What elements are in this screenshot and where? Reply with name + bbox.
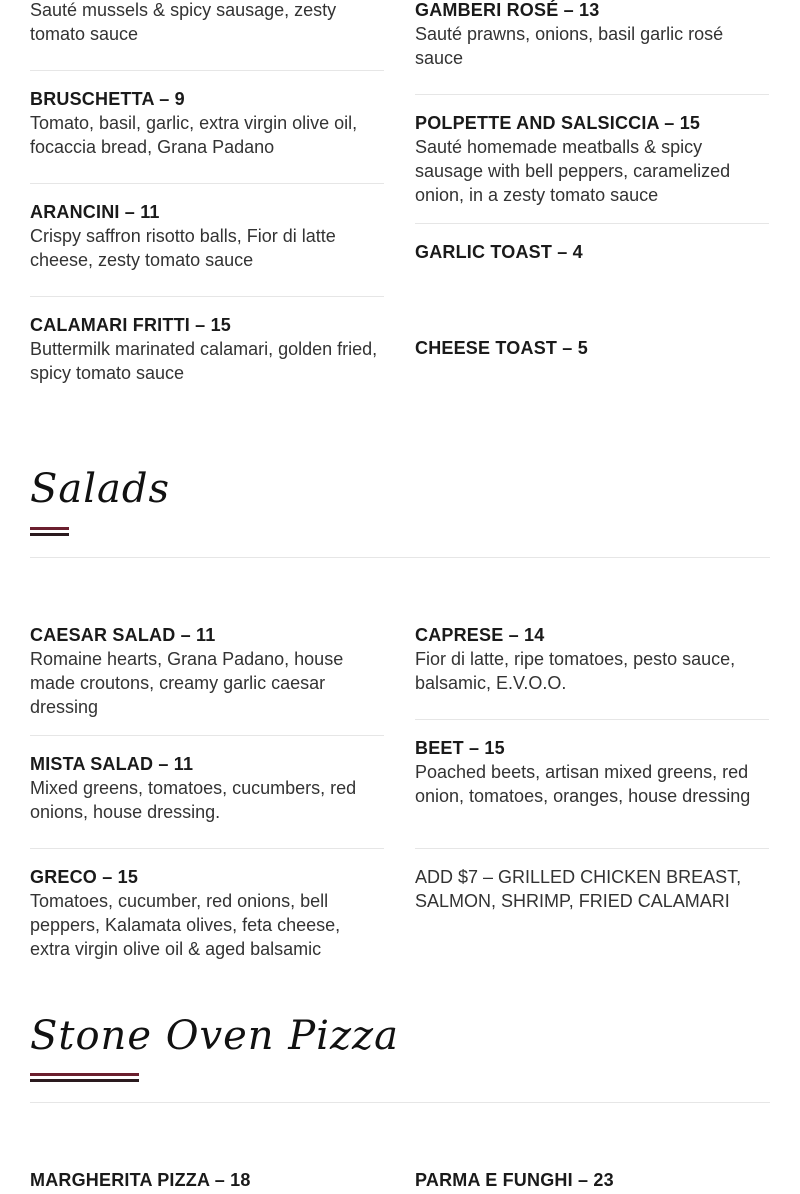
menu-item [415,623,769,695]
menu-item-name: POLPETTE AND SALSICCIA – 15 [415,113,701,133]
menu-item [30,87,384,159]
menu-item [415,0,769,70]
menu-item-description: Crispy saffron risotto balls, Fior di latte cheese, zesty tomato sauce [30,226,336,270]
menu-item [415,736,769,808]
item-divider [415,223,769,224]
menu-item-description: Poached beets, artisan mixed greens, red onion, tomatoes, oranges, house dressing [415,762,751,806]
menu-item-name: GAMBERI ROSÉ – 13 [415,0,600,20]
menu-item [30,752,384,824]
item-divider [415,848,769,849]
menu-item-name: CAESAR SALAD – 11 [30,625,216,645]
menu-item-name: GRECO – 15 [30,867,139,887]
menu-item-name: ARANCINI – 11 [30,202,160,222]
menu-item-name: CALAMARI FRITTI – 15 [30,315,232,335]
menu-item-description: Tomato, basil, garlic, extra virgin olive oil, focaccia bread, Grana Padano [30,113,358,157]
menu-item-name: BEET – 15 [415,738,505,758]
menu-item [30,0,384,46]
item-divider [415,719,769,720]
menu-item-name: CAPRESE – 14 [415,625,545,645]
menu-item-description: Tomatoes, cucumber, red onions, bell peppers, Kalamata olives, feta cheese, extra virgin olive oil & aged balsamic [30,891,341,959]
menu-item [415,1168,769,1192]
section-divider [30,1102,770,1103]
menu-item-name: CHEESE TOAST – 5 [415,338,588,358]
menu-item-description: Sauté homemade meatballs & spicy sausage with bell peppers, caramelized onion, in a zesty tomato sauce [415,137,731,205]
salad-addon-note: ADD $7 – GRILLED CHICKEN BREAST, SALMON, SHRIMP, FRIED CALAMARI [415,867,742,911]
menu-item [30,865,384,961]
menu-item [415,336,769,360]
menu-item-name: BRUSCHETTA – 9 [30,89,185,109]
section-divider [30,557,770,558]
menu-item-name: MISTA SALAD – 11 [30,754,194,774]
menu-item-description: Romaine hearts, Grana Padano, house made croutons, creamy garlic caesar dressing [30,649,344,717]
item-divider [30,70,384,71]
menu-item [30,623,384,719]
menu-item-description: Buttermilk marinated calamari, golden fried, spicy tomato sauce [30,339,378,383]
section-title-salads: Salads [30,466,171,512]
item-divider [30,296,384,297]
menu-item [415,111,769,207]
menu-item [415,240,769,264]
menu-item-name: GARLIC TOAST – 4 [415,242,583,262]
menu-item [30,1168,384,1192]
menu-item-description: Sauté mussels & spicy sausage, zesty tomato sauce [30,0,337,44]
item-divider [30,735,384,736]
section-title-pizza: Stone Oven Pizza [30,1013,399,1059]
menu-item-description: Sauté prawns, onions, basil garlic rosé sauce [415,24,724,68]
menu-item [30,313,384,385]
menu-item-name: MARGHERITA PIZZA – 18 [30,1170,251,1190]
menu-item-description: Mixed greens, tomatoes, cucumbers, red onions, house dressing. [30,778,357,822]
item-divider [30,848,384,849]
section-title-underline [30,1073,139,1084]
item-divider [415,94,769,95]
menu-item-name: PARMA E FUNGHI – 23 [415,1170,614,1190]
section-title-underline [30,527,69,538]
item-divider [30,183,384,184]
menu-item-description: Fior di latte, ripe tomatoes, pesto sauce, balsamic, E.V.O.O. [415,649,736,693]
menu-item [30,200,384,272]
